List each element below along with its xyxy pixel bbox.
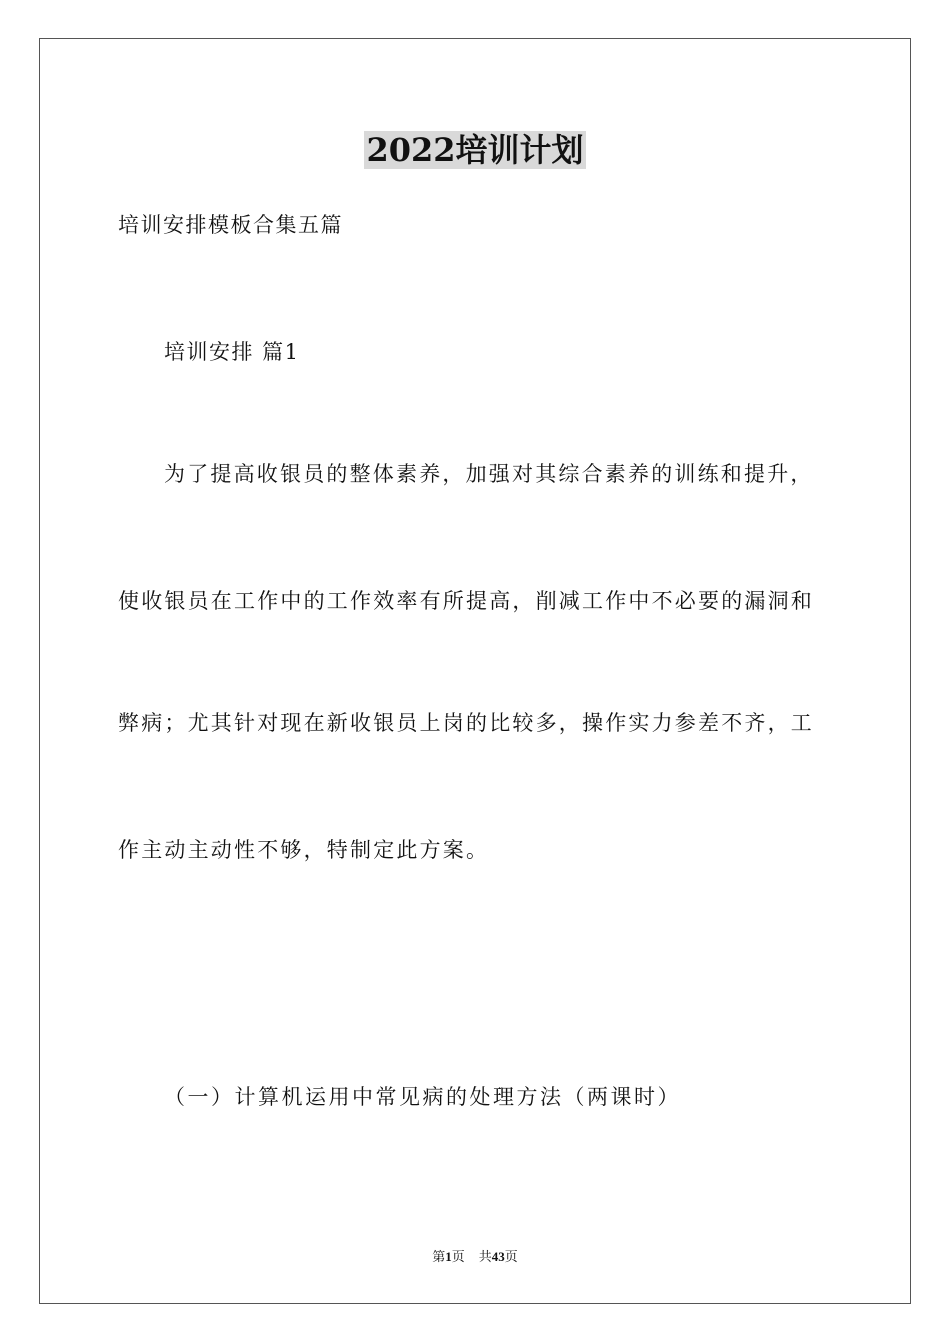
footer-page-number: 1: [445, 1249, 452, 1264]
subsection-heading: （一）计算机运用中常见病的处理方法（两课时）: [164, 1085, 681, 1109]
paragraph-line-2: 使收银员在工作中的工作效率有所提高，削减工作中不必要的漏洞和: [118, 589, 814, 613]
footer-total-prefix: 共: [478, 1249, 492, 1264]
paragraph-line-4: 作主动主动性不够，特制定此方案。: [118, 838, 490, 862]
paragraph-line-3: 弊病；尤其针对现在新收银员上岗的比较多，操作实力参差不齐，工: [118, 711, 814, 735]
section-heading: 培训安排 篇1: [164, 340, 300, 364]
document-title: [0, 130, 950, 170]
footer-page-prefix: 第: [432, 1249, 446, 1264]
footer-total-pages: 43: [491, 1249, 505, 1264]
footer-page-suffix: 页: [451, 1249, 465, 1264]
document-title-text: 2022培训计划: [366, 131, 584, 169]
paragraph-line-1: 为了提高收银员的整体素养，加强对其综合素养的训练和提升，: [164, 462, 814, 486]
page-footer: [0, 1248, 950, 1266]
document-subtitle: 培训安排模板合集五篇: [118, 213, 343, 237]
footer-total-suffix: 页: [504, 1249, 518, 1264]
